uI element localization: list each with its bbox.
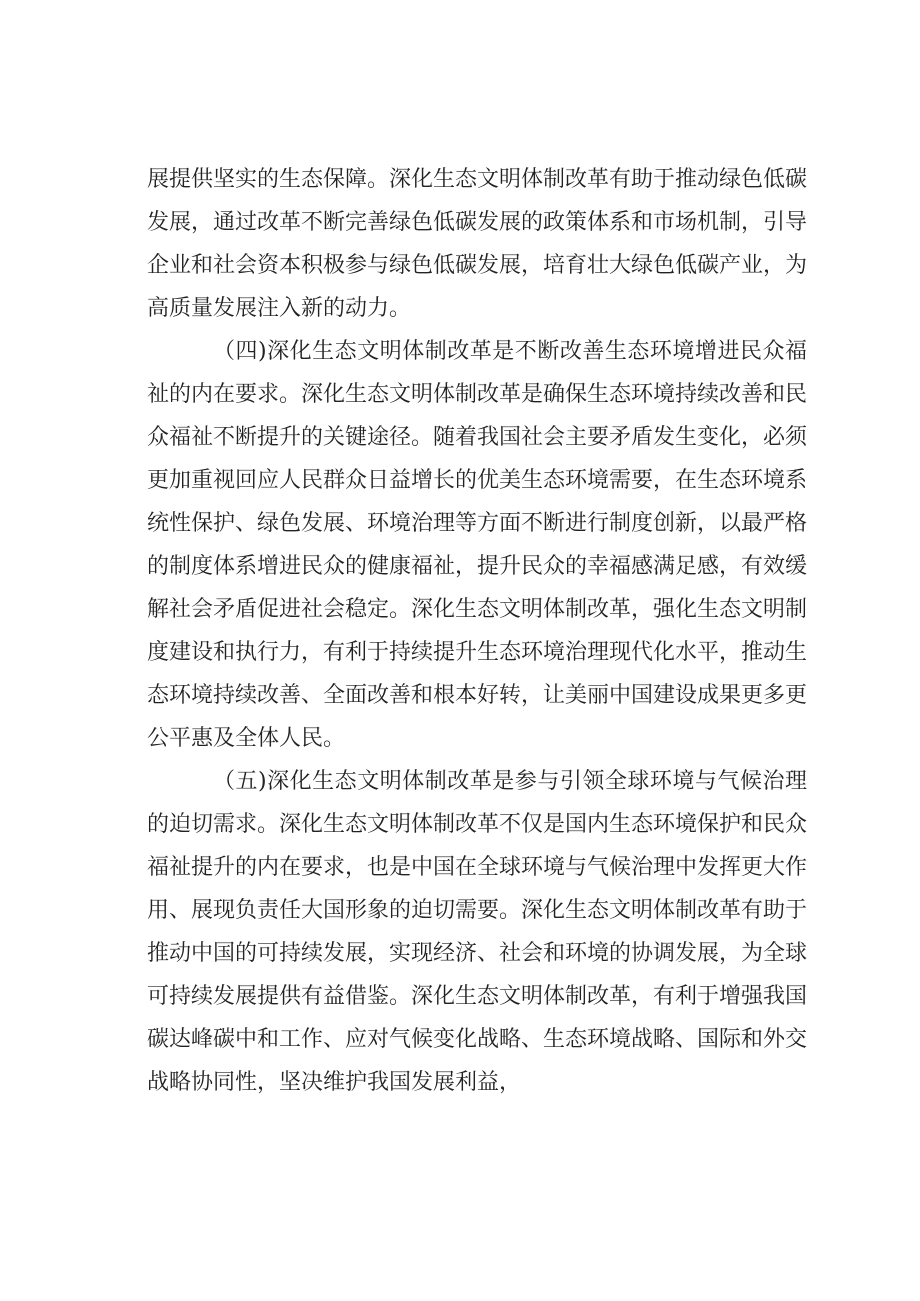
document-body (147, 158, 807, 1104)
paragraph-continuation: 展提供坚实的生态保障。深化生态文明体制改革有助于推动绿色低碳发展，通过改革不断完善绿色低碳发展的政策体系和市场机制，引导企业和社会资本积极参与绿色低碳发展，培育壮大绿色低碳产业，为高质量发展注入新的动力。 (147, 167, 808, 321)
paragraph-section-four: （四)深化生态文明体制改革是不断改善生态环境增进民众福祉的内在要求。深化生态文明体制改革是确保生态环境持续改善和民众福祉不断提升的关键途径。随着我国社会主要矛盾发生变化，必须更加重视回应人民群众日益增长的优美生态环境需要，在生态环境系统性保护、绿色发展、环境治理等方面不断进行制度创新，以最严格的制度体系增进民众的健康福祉，提升民众的幸福感满足感，有效缓解社会矛盾促进社会稳定。深化生态文明体制改革，强化生态文明制度建设和执行力，有利于持续提升生态环境治理现代化水平，推动生态环境持续改善、全面改善和根本好转，让美丽中国建设成果更多更公平惠及全体人民。 (147, 339, 808, 751)
paragraph-section-five: （五)深化生态文明体制改革是参与引领全球环境与气候治理的迫切需求。深化生态文明体制改革不仅是国内生态环境保护和民众福祉提升的内在要求，也是中国在全球环境与气候治理中发挥更大作用、展现负责任大国形象的迫切需要。深化生态文明体制改革有助于推动中国的可持续发展，实现经济、社会和环境的协调发展，为全球可持续发展提供有益借鉴。深化生态文明体制改革，有利于增强我国碳达峰碳中和工作、应对气候变化战略、生态环境战略、国际和外交战略协同性，坚决维护我国发展利益， (147, 769, 808, 1095)
